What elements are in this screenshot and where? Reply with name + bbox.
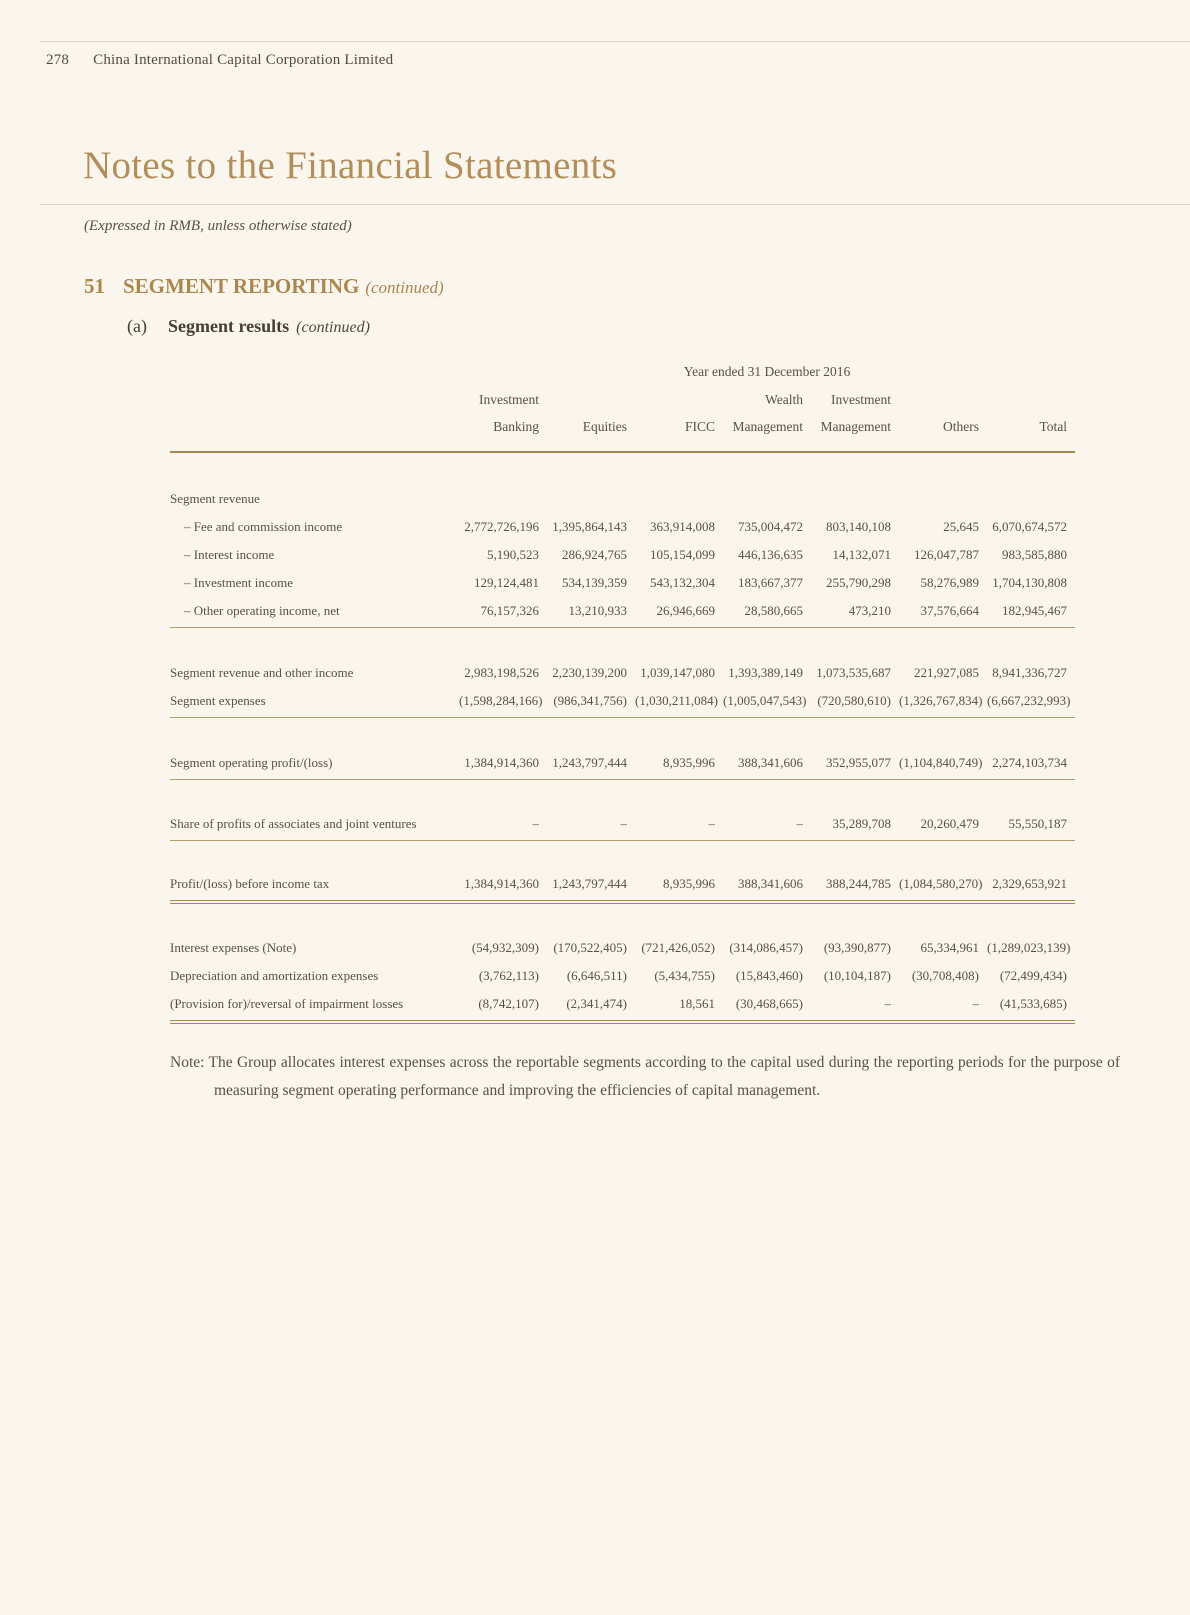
table-body [170,453,1075,1024]
col-header: Banking [493,419,539,434]
table-row [170,597,1075,625]
cell-value: (6,667,232,993) [987,693,1071,708]
cell-value: – [532,816,539,831]
cell-value: 129,124,481 [474,575,539,590]
cell-value: 37,576,664 [920,603,979,618]
cell-value: 58,276,989 [920,575,979,590]
cell-value: 735,004,472 [738,519,803,534]
table-spacer [170,718,1075,749]
cell-value: 76,157,326 [480,603,539,618]
subsection-letter: (a) [127,316,147,336]
cell-value: 8,941,336,727 [992,665,1067,680]
cell-value: (3,762,113) [478,968,539,983]
cell-value: – [796,816,803,831]
table-spacer [170,780,1075,810]
row-label: – Interest income [184,547,275,562]
table-row [170,513,1075,541]
cell-value: (54,932,309) [471,940,539,955]
cell-value: (1,326,767,834) [899,693,983,708]
cell-value: – [884,996,891,1011]
table-row [170,687,1075,715]
cell-value: 286,924,765 [562,547,627,562]
cell-value: (72,499,434) [999,968,1067,983]
cell-value: (314,086,457) [729,940,803,955]
section-title: SEGMENT REPORTING [123,274,360,298]
table-spacer [170,841,1075,870]
row-label: Interest expenses (Note) [170,940,297,955]
cell-value: 1,384,914,360 [464,876,539,891]
cell-value: 182,945,467 [1002,603,1067,618]
col-header: Total [1039,419,1067,434]
cell-value: 1,704,130,808 [992,575,1067,590]
cell-value: 983,585,880 [1002,547,1067,562]
note-text: The Group allocates interest expenses across the reportable segments according to the capital used during the reporting periods for the purpose of measuring segment operating performance and improving the efficiencies of capital management. [208,1054,1120,1099]
cell-value: – [972,996,979,1011]
title-rule [40,204,1190,205]
cell-value: 55,550,187 [1008,816,1067,831]
cell-value: 388,341,606 [738,876,803,891]
cell-value: 5,190,523 [487,547,539,562]
cell-value: 28,580,665 [744,603,803,618]
cell-value: 221,927,085 [914,665,979,680]
cell-value: 25,645 [943,519,979,534]
cell-value: 1,039,147,080 [640,665,715,680]
table-row [170,962,1075,990]
subsection-heading [127,316,370,337]
cell-value: 8,935,996 [663,876,715,891]
cell-value: 1,073,535,687 [816,665,891,680]
cell-value: 363,914,008 [650,519,715,534]
section-heading [84,274,444,299]
row-label: Segment expenses [170,693,266,708]
cell-value: (1,289,023,139) [987,940,1071,955]
cell-value: (30,708,408) [911,968,979,983]
cell-value: (5,434,755) [654,968,715,983]
cell-value: (986,341,756) [553,693,627,708]
cell-value: 20,260,479 [920,816,979,831]
segment-results-table [170,358,1075,1024]
company-name: China International Capital Corporation Limited [93,52,394,68]
cell-value: (30,468,665) [735,996,803,1011]
cell-value: 803,140,108 [826,519,891,534]
col-header: Others [943,419,979,434]
cell-value: (721,426,052) [641,940,715,955]
cell-value: – [708,816,715,831]
table-row [170,541,1075,569]
cell-value: 2,274,103,734 [992,755,1067,770]
table-row [170,569,1075,597]
cell-value: 2,983,198,526 [464,665,539,680]
cell-value: 255,790,298 [826,575,891,590]
row-label: – Other operating income, net [184,603,340,618]
row-label: Segment revenue and other income [170,665,354,680]
table-row [170,749,1075,777]
table-spacer [170,904,1075,934]
table-row [170,870,1075,898]
note-label: Note: [170,1054,205,1071]
col-header: Investment [479,392,539,407]
table-spacer [170,453,1075,485]
cell-value: 1,393,389,149 [728,665,803,680]
cell-value: (170,522,405) [553,940,627,955]
column-header-row-2 [170,413,1075,440]
cell-value: (1,598,284,166) [459,693,543,708]
period-header-row [170,358,1075,386]
cell-value: 388,244,785 [826,876,891,891]
cell-value: (93,390,877) [823,940,891,955]
header-rule [40,41,1190,42]
subsection-continued: (continued) [296,319,370,336]
cell-value: (8,742,107) [478,996,539,1011]
cell-value: 446,136,635 [738,547,803,562]
table-rule-thick [170,1020,1075,1024]
cell-value: 183,667,377 [738,575,803,590]
cell-value: 2,772,726,196 [464,519,539,534]
table-spacer [170,628,1075,659]
cell-value: 473,210 [848,603,891,618]
column-header-row-1 [170,386,1075,413]
cell-value: (1,030,211,084) [635,693,718,708]
cell-value: (15,843,460) [735,968,803,983]
section-number: 51 [84,274,105,298]
cell-value: 126,047,787 [914,547,979,562]
cell-value: (41,533,685) [999,996,1067,1011]
cell-value: – [620,816,627,831]
col-header: Wealth [765,392,803,407]
row-label: (Provision for)/reversal of impairment losses [170,996,404,1011]
cell-value: (10,104,187) [823,968,891,983]
cell-value: 13,210,933 [568,603,627,618]
table-row [170,810,1075,838]
cell-value: (1,084,580,270) [899,876,983,891]
cell-value: 1,243,797,444 [552,876,627,891]
table-row [170,659,1075,687]
table-section-row [170,485,1075,513]
row-label: Share of profits of associates and joint ventures [170,816,417,831]
row-label: – Fee and commission income [184,519,343,534]
cell-value: 8,935,996 [663,755,715,770]
cell-value: 1,243,797,444 [552,755,627,770]
cell-value: 388,341,606 [738,755,803,770]
cell-value: 543,132,304 [650,575,715,590]
table-note [170,1049,1120,1105]
col-header: Management [820,419,891,434]
col-header: Investment [831,392,891,407]
subsection-title: Segment results [167,316,290,336]
cell-value: 18,561 [679,996,715,1011]
cell-value: 352,955,077 [826,755,891,770]
cell-value: (1,005,047,543) [723,693,807,708]
cell-value: 14,132,071 [832,547,891,562]
cell-value: 534,139,359 [562,575,627,590]
period-header: Year ended 31 December 2016 [683,364,851,379]
cell-value: (720,580,610) [817,693,891,708]
cell-value: 65,334,961 [920,940,979,955]
col-header: FICC [684,419,715,434]
cell-value: 35,289,708 [832,816,891,831]
cell-value: (1,104,840,749) [899,755,983,770]
row-label: Segment revenue [170,491,260,506]
col-header: Equities [582,419,627,434]
currency-note: (Expressed in RMB, unless otherwise stated) [84,218,352,234]
page-header [46,52,393,69]
cell-value: 6,070,674,572 [992,519,1067,534]
table-row [170,934,1075,962]
table-row [170,990,1075,1018]
cell-value: 26,946,669 [656,603,715,618]
page-number: 278 [46,52,70,68]
cell-value: 105,154,099 [650,547,715,562]
row-label: Profit/(loss) before income tax [170,876,330,891]
row-label: Depreciation and amortization expenses [170,968,379,983]
col-header: Management [732,419,803,434]
row-label: – Investment income [184,575,294,590]
section-continued: (continued) [365,278,444,297]
cell-value: 2,230,139,200 [552,665,627,680]
page-title: Notes to the Financial Statements [83,144,618,187]
cell-value: 2,329,653,921 [992,876,1067,891]
cell-value: 1,395,864,143 [552,519,627,534]
row-label: Segment operating profit/(loss) [170,755,333,770]
cell-value: (2,341,474) [566,996,627,1011]
cell-value: (6,646,511) [566,968,627,983]
cell-value: 1,384,914,360 [464,755,539,770]
